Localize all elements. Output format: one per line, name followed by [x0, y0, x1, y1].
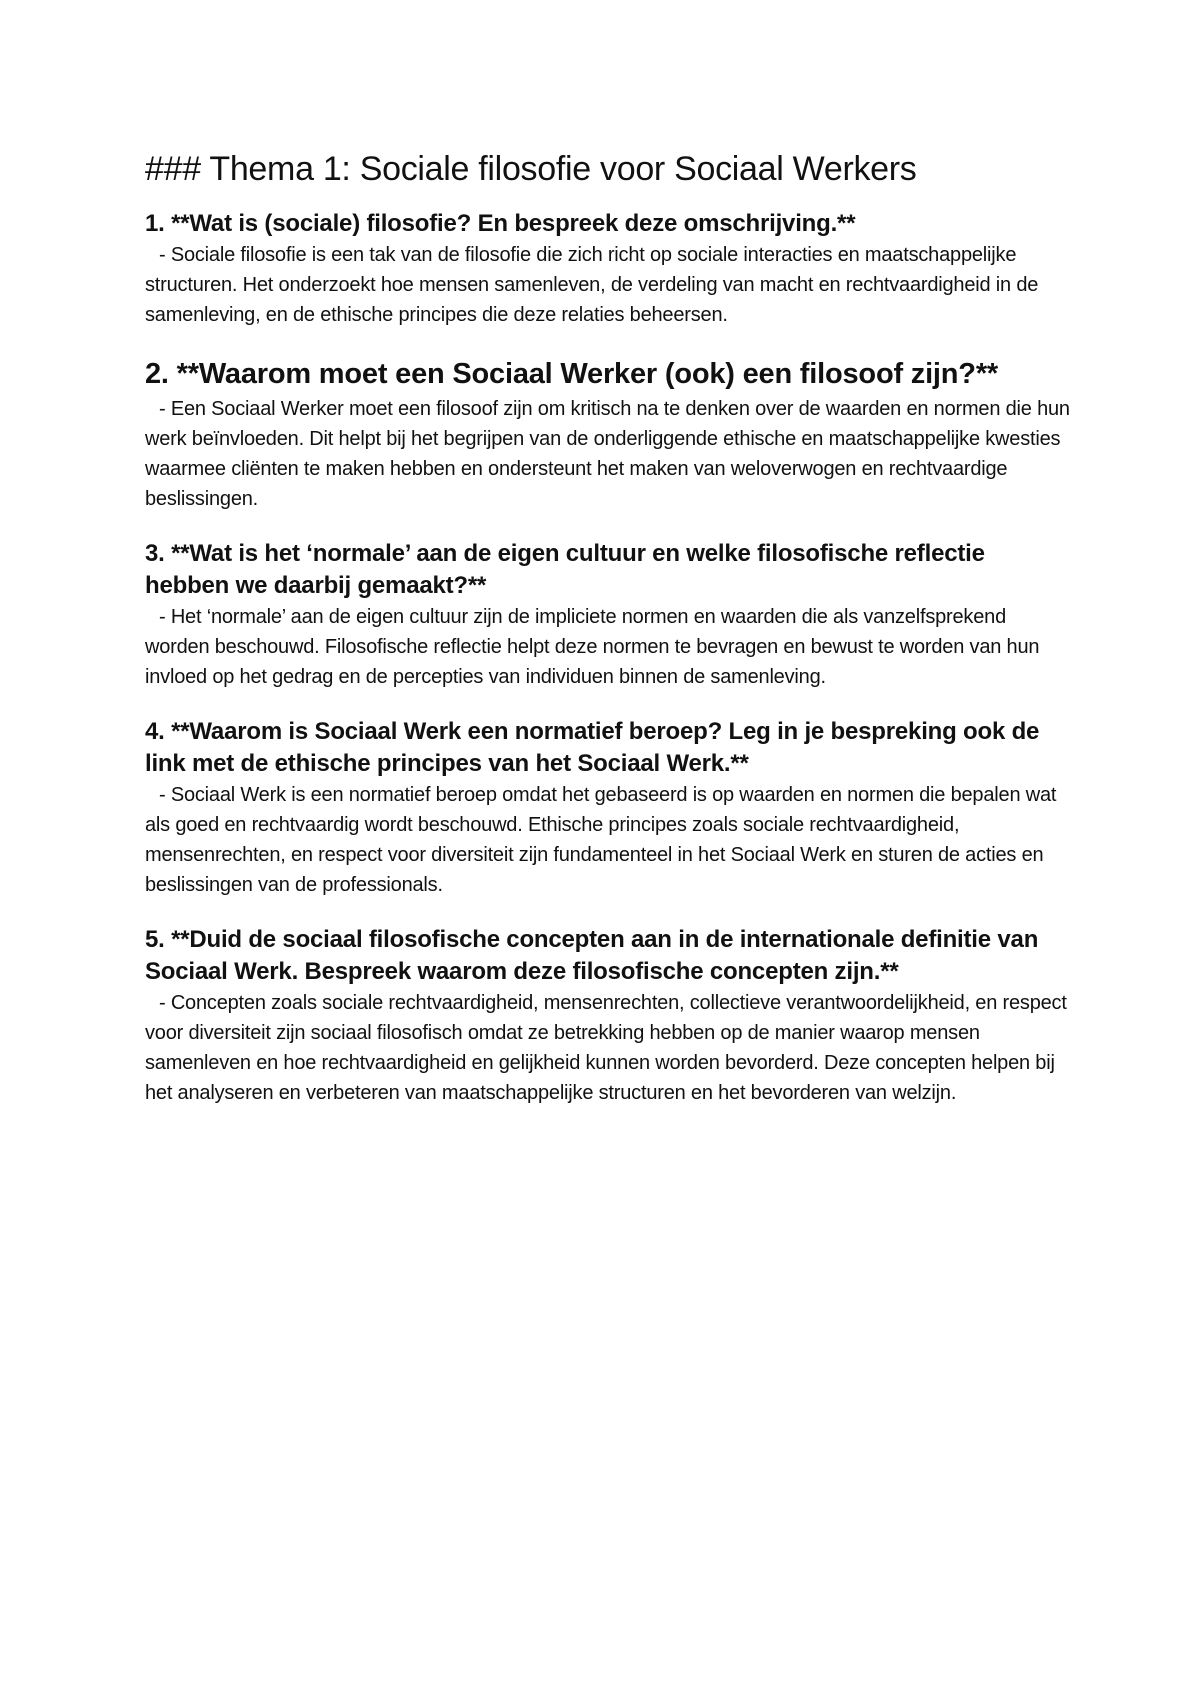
question-answer [145, 602, 1075, 692]
question-2 [145, 354, 1075, 514]
question-heading: 4. **Waarom is Sociaal Werk een normatief beroep? Leg in je bespreking ook de link met de ethische principes van het Sociaal Werk.** [145, 718, 1040, 777]
question-heading: 3. **Wat is het ‘normale’ aan de eigen cultuur en welke filosofische reflectie hebben we daarbij gemaakt?** [145, 540, 985, 599]
question-5 [145, 924, 1075, 1108]
document-page [145, 148, 1075, 1132]
question-answer [145, 240, 1075, 330]
answer-text: - Het ‘normale’ aan de eigen cultuur zijn de impliciete normen en waarden die als vanzelfsprekend worden beschouwd. Filosofische reflectie helpt deze normen te bevragen en bewust te worden van hun invloed op het gedrag en de percepties van individuen binnen de samenleving. [145, 606, 1040, 688]
question-4 [145, 716, 1075, 900]
answer-text: - Sociaal Werk is een normatief beroep omdat het gebaseerd is op waarden en normen die bepalen wat als goed en rechtvaardig wordt beschouwd. Ethische principes zoals sociale rechtvaardigheid, mensenrechten, en respect voor diversiteit zijn fundamenteel in het Sociaal Werk en sturen de acties en beslissingen van de professionals. [145, 784, 1057, 896]
question-3 [145, 538, 1075, 692]
answer-text: - Sociale filosofie is een tak van de filosofie die zich richt op sociale interacties en maatschappelijke structuren. Het onderzoekt hoe mensen samenleven, de verdeling van macht en rechtvaardigheid in de samenleving, en de ethische principes die deze relaties beheersen. [145, 244, 1039, 326]
question-answer [145, 780, 1075, 900]
question-heading: 2. **Waarom moet een Sociaal Werker (ook) een filosoof zijn?** [145, 358, 998, 390]
question-1 [145, 208, 1075, 330]
answer-text: - Een Sociaal Werker moet een filosoof zijn om kritisch na te denken over de waarden en normen die hun werk beïnvloeden. Dit helpt bij het begrijpen van de onderliggende ethische en maatschappelijke kwesties waarmee cliënten te maken hebben en ondersteunt het maken van weloverwogen en rechtvaardige beslissingen. [145, 398, 1070, 510]
document-title: ### Thema 1: Sociale filosofie voor Sociaal Werkers [145, 150, 917, 188]
answer-text: - Concepten zoals sociale rechtvaardigheid, mensenrechten, collectieve verantwoordelijkheid, en respect voor diversiteit zijn sociaal filosofisch omdat ze betrekking hebben op de manier waarop mensen samenleven en hoe rechtvaardigheid en gelijkheid kunnen worden bevorderd. Deze concepten helpen bij het analyseren en verbeteren van maatschappelijke structuren en het bevorderen van welzijn. [145, 992, 1067, 1104]
question-heading: 5. **Duid de sociaal filosofische concepten aan in de internationale definitie van Sociaal Werk. Bespreek waarom deze filosofische concepten zijn.** [145, 926, 1039, 985]
question-answer [145, 394, 1075, 514]
question-heading: 1. **Wat is (sociale) filosofie? En bespreek deze omschrijving.** [145, 210, 856, 237]
question-answer [145, 988, 1075, 1108]
